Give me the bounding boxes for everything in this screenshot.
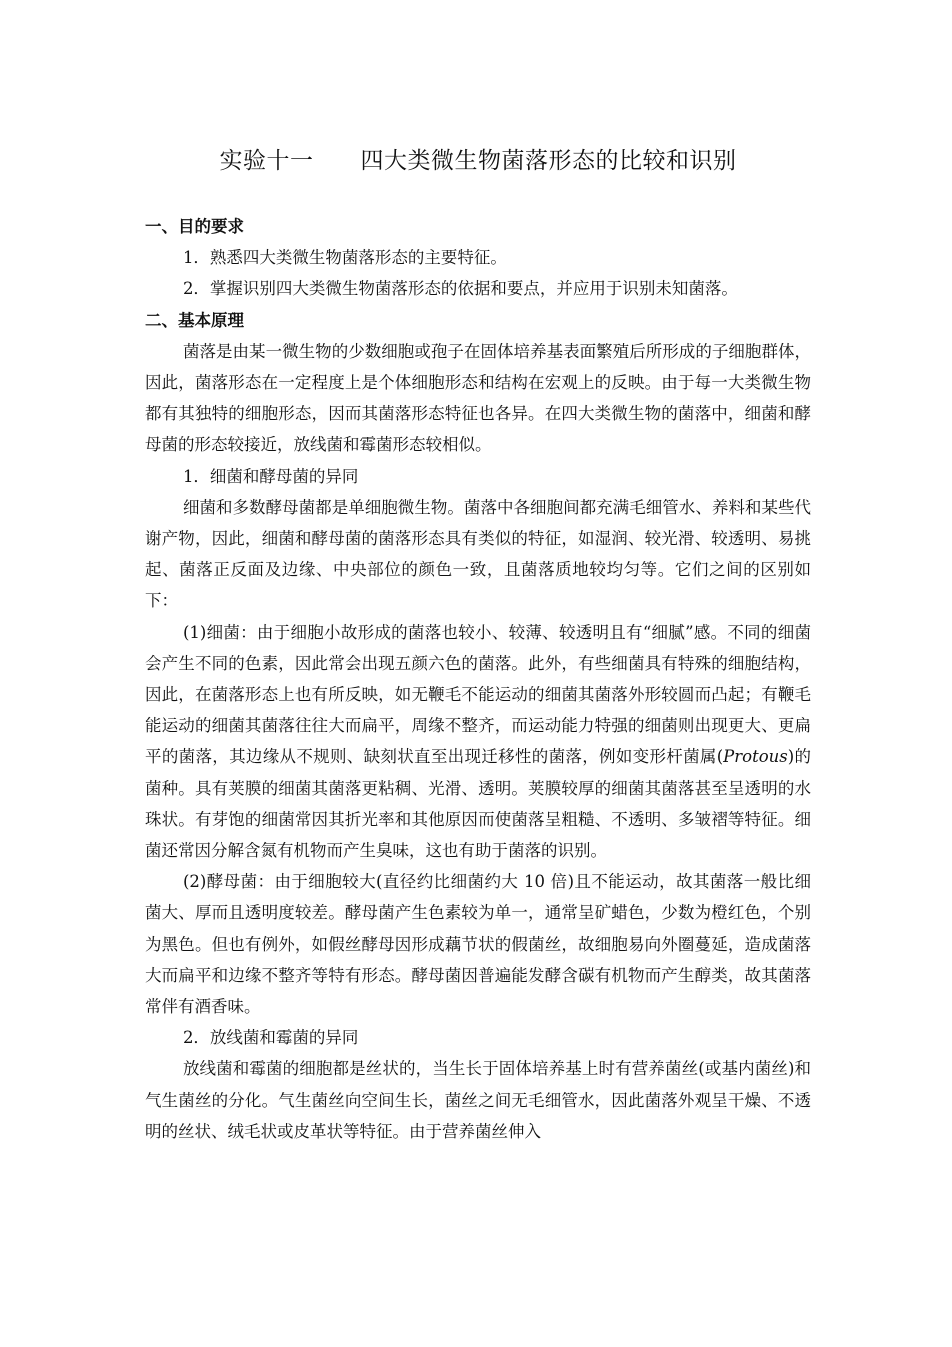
subsection-title-actinomycetes-molds: 2．放线菌和霉菌的异同 — [182, 1028, 359, 1048]
actinomycetes-molds-paragraph: 放线菌和霉菌的细胞都是丝状的，当生长于固体培养基上时有营养菌丝(或基内菌丝)和气生菌丝的分化。气生菌丝向空间生长，菌丝之间无毛细管水，因此菌落外观呈干燥、不透明的丝状、绒毛状或皮革状等特征。由于营养菌丝伸入 — [145, 1059, 811, 1141]
yeast-paragraph: (2)酵母菌：由于细胞较大(直径约比细菌约大 10 倍)且不能运动，故其菌落一般比细菌大、厚而且透明度较差。酵母菌产生色素较为单一，通常呈矿蜡色，少数为橙红色，个别为黑色。但也有例外，如假丝酵母因形成藕节状的假菌丝，故细胞易向外圈蔓延，造成菌落大而扁平和边缘不整齐等特有形态。酵母菌因普遍能发酵含碳有机物而产生醇类，故其菌落常伴有酒香味。 — [145, 872, 811, 1017]
page-title: 实验十一 四大类微生物菌落形态的比较和识别 — [219, 148, 737, 174]
subsection-title-bacteria-yeast: 1．细菌和酵母菌的异同 — [182, 466, 359, 486]
bacteria-text-part-2: )的菌种。具有荚膜的细菌其菌落更粘稠、光滑、透明。荚膜较厚的细菌其菌落甚至呈透明的水珠状。有芽饱的细菌常因其折光率和其他原因而使菌落呈粗糙、不透明、多皱褶等特征。细菌还常因分解含氮有机物而产生臭味，这也有助于菌落的识别。 — [145, 747, 812, 861]
objective-item-1: 1．熟悉四大类微生物菌落形态的主要特征。 — [182, 248, 507, 268]
bacteria-paragraph — [145, 617, 811, 867]
principles-intro-paragraph: 菌落是由某一微生物的少数细胞或孢子在固体培养基表面繁殖后所形成的子细胞群体，因此，菌落形态在一定程度上是个体细胞形态和结构在宏观上的反映。由于每一大类微生物都有其独特的细胞形态，因而其菌落形态特征也各异。在四大类微生物的菌落中，细菌和酵母菌的形态较接近，放线菌和霉菌形态较相似。 — [145, 341, 811, 455]
bacteria-yeast-paragraph: 细菌和多数酵母菌都是单细胞微生物。菌落中各细胞间都充满毛细管水、养料和某些代谢产物，因此，细菌和酵母菌的菌落形态具有类似的特征，如湿润、较光滑、较透明、易挑起、菌落正反面及边缘、中央部位的颜色一致，且菌落质地较均匀等。它们之间的区别如下： — [145, 497, 811, 611]
objective-item-2: 2．掌握识别四大类微生物菌落形态的依据和要点，并应用于识别未知菌落。 — [182, 279, 738, 299]
bacteria-text-part-1: (1)细菌：由于细胞小故形成的菌落也较小、较薄、较透明且有“细腻”感。不同的细菌会产生不同的色素，因此常会出现五颜六色的菌落。此外，有些细菌具有特殊的细胞结构，因此，在菌落形态上也有所反映，如无鞭毛不能运动的细菌其菌落外形较圆而凸起；有鞭毛能运动的细菌其菌落往往大而扁平，周缘不整齐，而运动能力特强的细菌则出现更大、更扁平的菌落，其边缘从不规则、缺刻状直至出现迁移性的菌落，例如变形杆菌属( — [145, 622, 811, 767]
document-body — [145, 211, 811, 1147]
genus-name: Protous — [723, 747, 788, 767]
section-heading-principles: 二、基本原理 — [145, 310, 244, 330]
section-heading-objectives: 一、目的要求 — [145, 217, 244, 236]
